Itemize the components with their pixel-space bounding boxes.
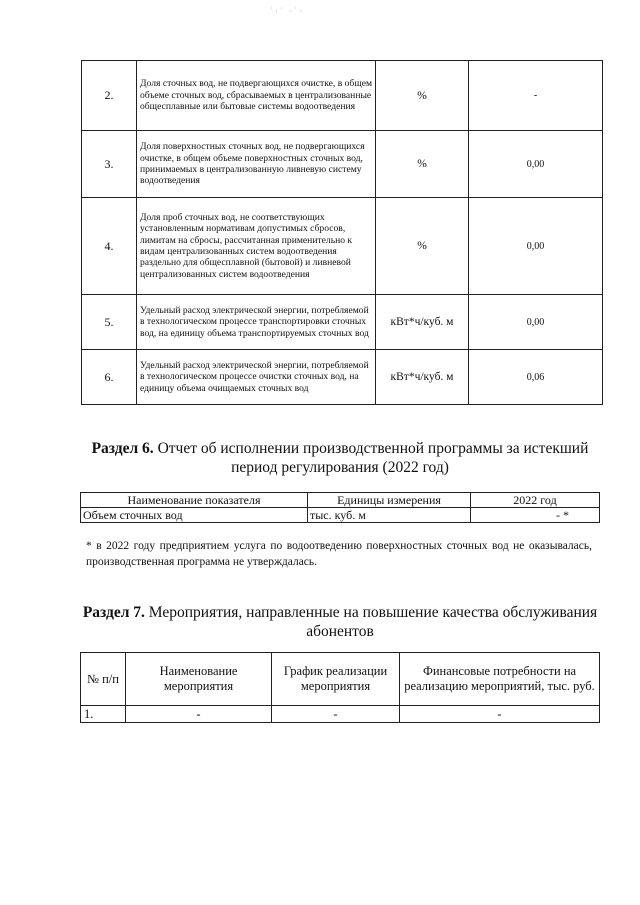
column-header: Наименование показателя	[81, 493, 308, 508]
table-row	[82, 131, 603, 198]
indicator-unit: %	[376, 198, 469, 295]
row-number: 4.	[82, 198, 137, 295]
section7-label: Раздел 7.	[82, 604, 145, 621]
table-header-row	[81, 653, 600, 706]
section7-table	[80, 652, 600, 723]
indicator-unit: кВт*ч/куб. м	[376, 350, 469, 405]
indicator-value: 0,00	[469, 295, 603, 350]
indicator-name: Доля сточных вод, не подвергающихся очистке, в общем объеме сточных вод, сбрасываемых в централизованные общесплавные или бытовые системы водоотведения	[137, 61, 376, 131]
table-row	[81, 508, 600, 523]
indicator-value: 0,06	[469, 350, 603, 405]
indicator-unit: тыс. куб. м	[308, 508, 471, 523]
indicator-name: Удельный расход электрической энергии, потребляемой в технологическом процессе транспортировки сточных вод, на единицу объема транспортируемых сточных вод	[137, 295, 376, 350]
faint-scan-mark: ˙·˙ ·˙·	[270, 6, 305, 16]
row-number: 2.	[82, 61, 137, 131]
indicator-name: Доля поверхностных сточных вод, не подвергающихся очистке, в общем объеме поверхностных сточных вод, принимаемых в централизованную ливневую систему водоотведения	[137, 131, 376, 198]
table-row	[82, 295, 603, 350]
table-row	[82, 61, 603, 131]
row-number: 6.	[82, 350, 137, 405]
column-header: Наименование мероприятия	[126, 653, 272, 706]
section6-title-line2: период регулирования (2022 год)	[231, 459, 449, 476]
cell-value: -	[126, 706, 272, 723]
section6-title-line1: Отчет об исполнении производственной программы за истекший	[157, 440, 589, 457]
section6-heading-line1	[70, 439, 610, 458]
table-row	[82, 350, 603, 405]
footnote: * в 2022 году предприятием услуга по водоотведению поверхностных сточных вод не оказывалась, производственная программа не утверждалась.	[86, 540, 592, 568]
table-row	[82, 198, 603, 295]
section7-title-line1: Мероприятия, направленные на повышение качества обслуживания	[148, 604, 598, 621]
row-number: 3.	[82, 131, 137, 198]
indicator-unit: кВт*ч/куб. м	[376, 295, 469, 350]
table-header-row	[81, 493, 600, 508]
indicator-name: Доля проб сточных вод, не соответствующих установленным нормативам допустимых сбросов, лимитам на сбросы, рассчитанная применительно к видам централизованных систем водоотведения раздельно для общесплавной (бытовой) и ливневой централизованных систем водоотведения	[137, 198, 376, 295]
section6-table	[80, 492, 600, 523]
column-header: № п/п	[81, 653, 126, 706]
cell-value: -	[400, 706, 600, 723]
row-number: 1.	[81, 706, 126, 723]
section6-label: Раздел 6.	[91, 440, 154, 457]
indicator-value: 0,00	[469, 198, 603, 295]
indicator-unit: %	[376, 61, 469, 131]
cell-value: -	[272, 706, 400, 723]
indicator-name: Объем сточных вод	[81, 508, 308, 523]
section7-heading-line1	[70, 603, 610, 622]
indicator-value: - *	[471, 508, 600, 523]
section6-heading	[70, 439, 610, 477]
section7-heading	[70, 603, 610, 641]
indicator-unit: %	[376, 131, 469, 198]
column-header: График реализации мероприятия	[272, 653, 400, 706]
column-header: Единицы измерения	[308, 493, 471, 508]
indicator-value: 0,00	[469, 131, 603, 198]
column-header: 2022 год	[471, 493, 600, 508]
column-header: Финансовые потребности на реализацию мероприятий, тыс. руб.	[400, 653, 600, 706]
row-number: 5.	[82, 295, 137, 350]
indicator-name: Удельный расход электрической энергии, потребляемой в технологическом процессе очистки сточных вод, на единицу объема очищаемых сточных вод	[137, 350, 376, 405]
indicators-table	[81, 60, 603, 405]
section7-title-line2: абонентов	[306, 623, 374, 640]
table-row	[81, 706, 600, 723]
indicator-value: -	[469, 61, 603, 131]
